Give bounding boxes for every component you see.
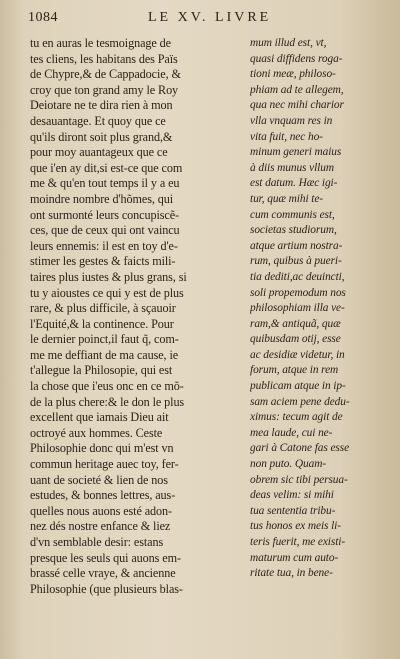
latin-text-line: mum illud est, vt, <box>250 37 327 49</box>
french-text-line: ont surmonté leurs concupiscẽ- <box>30 207 179 222</box>
french-text-line: Deiotare ne te dira rien à mon <box>30 98 173 113</box>
french-text-line: excellent que iamais Dieu ait <box>30 410 169 425</box>
latin-text-line: tus honos ex meis li- <box>250 520 341 533</box>
latin-text-line: rum, quibus à pueri- <box>250 255 342 268</box>
french-text-line: tes cliens, les habitans des Païs <box>30 51 178 66</box>
french-text-line: estudes, & bonnes lettres, aus- <box>30 488 176 503</box>
french-text-line: qu'ils diront soit plus grand,& <box>30 129 173 144</box>
french-text-line: l'Equité,& la continence. Pour <box>30 316 174 331</box>
latin-text-line: tia dediti,ac deuincti, <box>250 270 345 283</box>
french-text-line: presque les seuls qui auons em- <box>30 550 181 565</box>
latin-text-line: atque artium nostra- <box>250 239 343 252</box>
french-text-line: taires plus iustes & plus grans, si <box>30 269 187 284</box>
latin-text-line: publicam atque in ip- <box>250 380 346 393</box>
french-text-line: nez dés nostre enfance & liez <box>30 519 171 534</box>
latin-text-line: quasi diffidens roga- <box>250 52 343 65</box>
page-header <box>28 10 378 30</box>
latin-text-line: vita fuit, nec ho- <box>250 130 323 143</box>
french-text-line: commun heritage auec toy, fer- <box>30 457 179 472</box>
french-text-line: moindre nombre d'hõmes, qui <box>30 191 174 206</box>
latin-text-line: cum communis est, <box>250 208 335 221</box>
latin-text-line: forum, atque in rem <box>250 364 339 377</box>
french-text-line: me & qu'en tout temps il y a eu <box>30 176 180 191</box>
french-text-line: rare, & plus difficile, à sçauoir <box>30 301 176 316</box>
running-head: LE XV. LIVRE <box>148 10 272 25</box>
french-text-line: t'allegue la Philosopie, qui est <box>30 363 173 378</box>
latin-text-line: ac desidiæ videtur, in <box>250 348 345 361</box>
latin-text-line: vlla vnquam res in <box>250 114 333 127</box>
french-text-line: tu y aioustes ce qui y est de plus <box>30 285 184 300</box>
latin-text-line: tioni meæ, philoso- <box>250 68 336 81</box>
latin-text-line: sam aciem pene dedu- <box>250 395 350 408</box>
french-text-line: leurs ennemis: il est en toy d'e- <box>30 238 178 253</box>
french-text-line: stimer les gestes & faicts mili- <box>30 254 176 269</box>
french-text-line: d'vn semblable desir: estans <box>30 535 164 549</box>
french-text-line: tu en auras le tesmoignage de <box>30 36 171 50</box>
latin-text-line: gari à Catone fas esse <box>250 442 350 455</box>
latin-text-line: qua nec mihi charior <box>250 99 344 112</box>
latin-text-line: soli propemodum nos <box>250 286 346 299</box>
french-text-line: le dernier poinct,il faut q̃, com- <box>30 332 179 347</box>
latin-text-line: minum generi maius <box>250 146 342 159</box>
french-text-line: uant de societé & lien de nos <box>30 472 168 487</box>
latin-text-line: mea laude, cui ne- <box>250 426 333 439</box>
french-text-line: pour moy auantageux que ce <box>30 145 168 160</box>
latin-text-column <box>250 36 382 582</box>
french-text-line: Philosophie donc qui m'est vn <box>30 441 174 456</box>
latin-text-line: est datum. Hæc igi- <box>250 177 338 190</box>
latin-text-line: maturum cum auto- <box>250 551 339 564</box>
latin-text-line: tua sententia tribu- <box>250 504 336 517</box>
french-text-line: desauantage. Et quoy que ce <box>30 113 166 128</box>
latin-text-line: ximus: tecum agit de <box>250 411 343 424</box>
latin-text-line: societas studiorum, <box>250 224 337 237</box>
latin-text-line: phiam ad te allegem, <box>250 83 344 96</box>
latin-text-line: teris fuerit, me existi- <box>250 536 346 548</box>
french-text-column <box>30 36 245 597</box>
french-text-line: la chose que i'eus onc en ce mõ- <box>30 379 184 394</box>
french-text-line: de Chypre,& de Cappadocie, & <box>30 67 181 82</box>
french-text-line: que i'en ay dit,si est-ce que com <box>30 160 183 175</box>
latin-text-line: philosophiam illa ve- <box>250 302 345 315</box>
latin-text-line: ram,& antiquã, quæ <box>250 317 341 330</box>
french-text-line: croy que ton grand amy le Roy <box>30 82 179 97</box>
french-text-line: octroyé aux hommes. Ceste <box>30 425 163 440</box>
latin-text-line: obrem sic tibi persua- <box>250 473 348 486</box>
latin-text-line: quibusdam otij, esse <box>250 333 341 346</box>
latin-text-line: tur, quæ mihi te- <box>250 192 323 205</box>
french-text-line: Philosophie (que plusieurs blas- <box>30 581 183 596</box>
french-text-line: me me deffiant de ma cause, ie <box>30 347 179 362</box>
french-text-line: ces, que de ceux qui ont vaincu <box>30 223 180 238</box>
french-text-line: brassé celle vraye, & ancienne <box>30 566 176 581</box>
latin-text-line: ritate tua, in bene- <box>250 567 333 580</box>
latin-text-line: à diis munus vllum <box>250 161 334 174</box>
french-text-line: de la plus chere:& le don le plus <box>30 394 185 409</box>
latin-text-line: deas velim: si mihi <box>250 489 334 502</box>
latin-text-line: non puto. Quam- <box>250 458 327 471</box>
page-number: 1084 <box>28 10 58 25</box>
french-text-line: quelles nous auons esté adon- <box>30 503 172 518</box>
